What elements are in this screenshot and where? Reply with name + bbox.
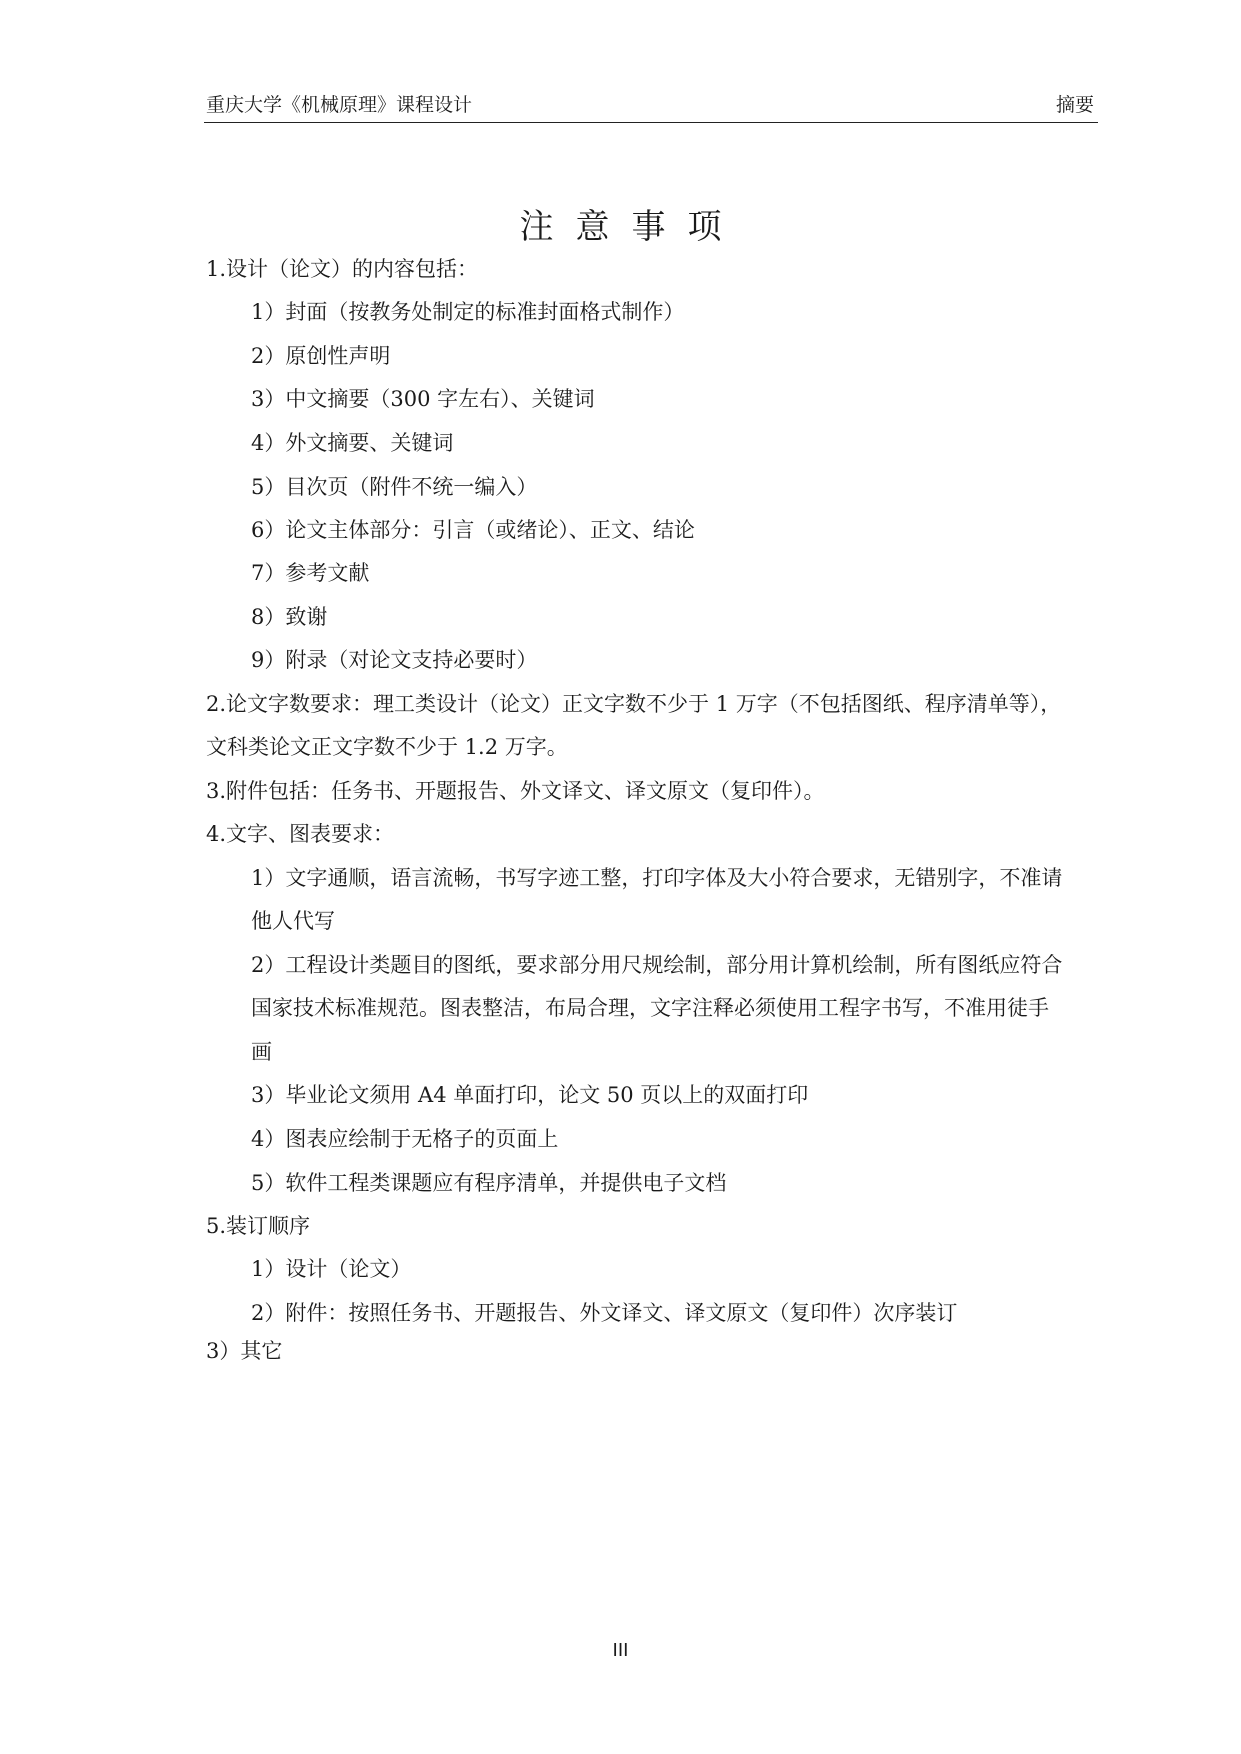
section-1-heading: 1.设计（论文）的内容包括： <box>206 257 479 281</box>
section-3-line: 3.附件包括：任务书、开题报告、外文译文、译文原文（复印件）。 <box>206 779 825 803</box>
list-item-continuation: 画 <box>251 1040 272 1064</box>
section-5-heading: 5.装订顺序 <box>206 1214 311 1238</box>
list-item: 3）中文摘要（300 字左右）、关键词 <box>251 387 595 411</box>
section-2-line-1: 2.论文字数要求：理工类设计（论文）正文字数不少于 1 万字（不包括图纸、程序清单等）， <box>206 692 1062 716</box>
list-item: 4）图表应绘制于无格子的页面上 <box>251 1127 559 1151</box>
list-item: 1）文字通顺，语言流畅，书写字迹工整，打印字体及大小符合要求，无错别字，不准请 <box>251 866 1063 890</box>
header-section-name: 摘要 <box>1055 94 1094 116</box>
list-item: 6）论文主体部分：引言（或绪论）、正文、结论 <box>251 518 695 542</box>
list-item: 4）外文摘要、关键词 <box>251 431 454 455</box>
page-title: 注意事项 <box>519 207 744 247</box>
list-item: 5）软件工程类课题应有程序清单，并提供电子文档 <box>251 1171 727 1195</box>
list-item: 3）毕业论文须用 A4 单面打印，论文 50 页以上的双面打印 <box>251 1083 809 1107</box>
page-header <box>204 92 1098 123</box>
list-item: 2）附件：按照任务书、开题报告、外文译文、译文原文（复印件）次序装订 <box>251 1301 958 1325</box>
page-number: III <box>612 1640 629 1661</box>
section-2-line-2: 文科类论文正文字数不少于 1.2 万字。 <box>206 735 568 759</box>
list-item: 5）目次页（附件不统一编入） <box>251 475 538 499</box>
list-item: 1）封面（按教务处制定的标准封面格式制作） <box>251 300 685 324</box>
list-item: 2）工程设计类题目的图纸，要求部分用尺规绘制，部分用计算机绘制，所有图纸应符合 <box>251 953 1063 977</box>
section-4-heading: 4.文字、图表要求： <box>206 822 395 846</box>
list-item: 7）参考文献 <box>251 561 370 585</box>
list-item: 2）原创性声明 <box>251 344 391 368</box>
list-item: 3）其它 <box>206 1339 283 1363</box>
list-item-continuation: 他人代写 <box>251 909 335 933</box>
list-item: 8）致谢 <box>251 605 328 629</box>
list-item-continuation: 国家技术标准规范。图表整洁，布局合理，文字注释必须使用工程字书写，不准用徒手 <box>251 996 1049 1020</box>
header-course-title: 重庆大学《机械原理》课程设计 <box>206 94 473 116</box>
list-item: 1）设计（论文） <box>251 1257 412 1281</box>
list-item: 9）附录（对论文支持必要时） <box>251 648 538 672</box>
